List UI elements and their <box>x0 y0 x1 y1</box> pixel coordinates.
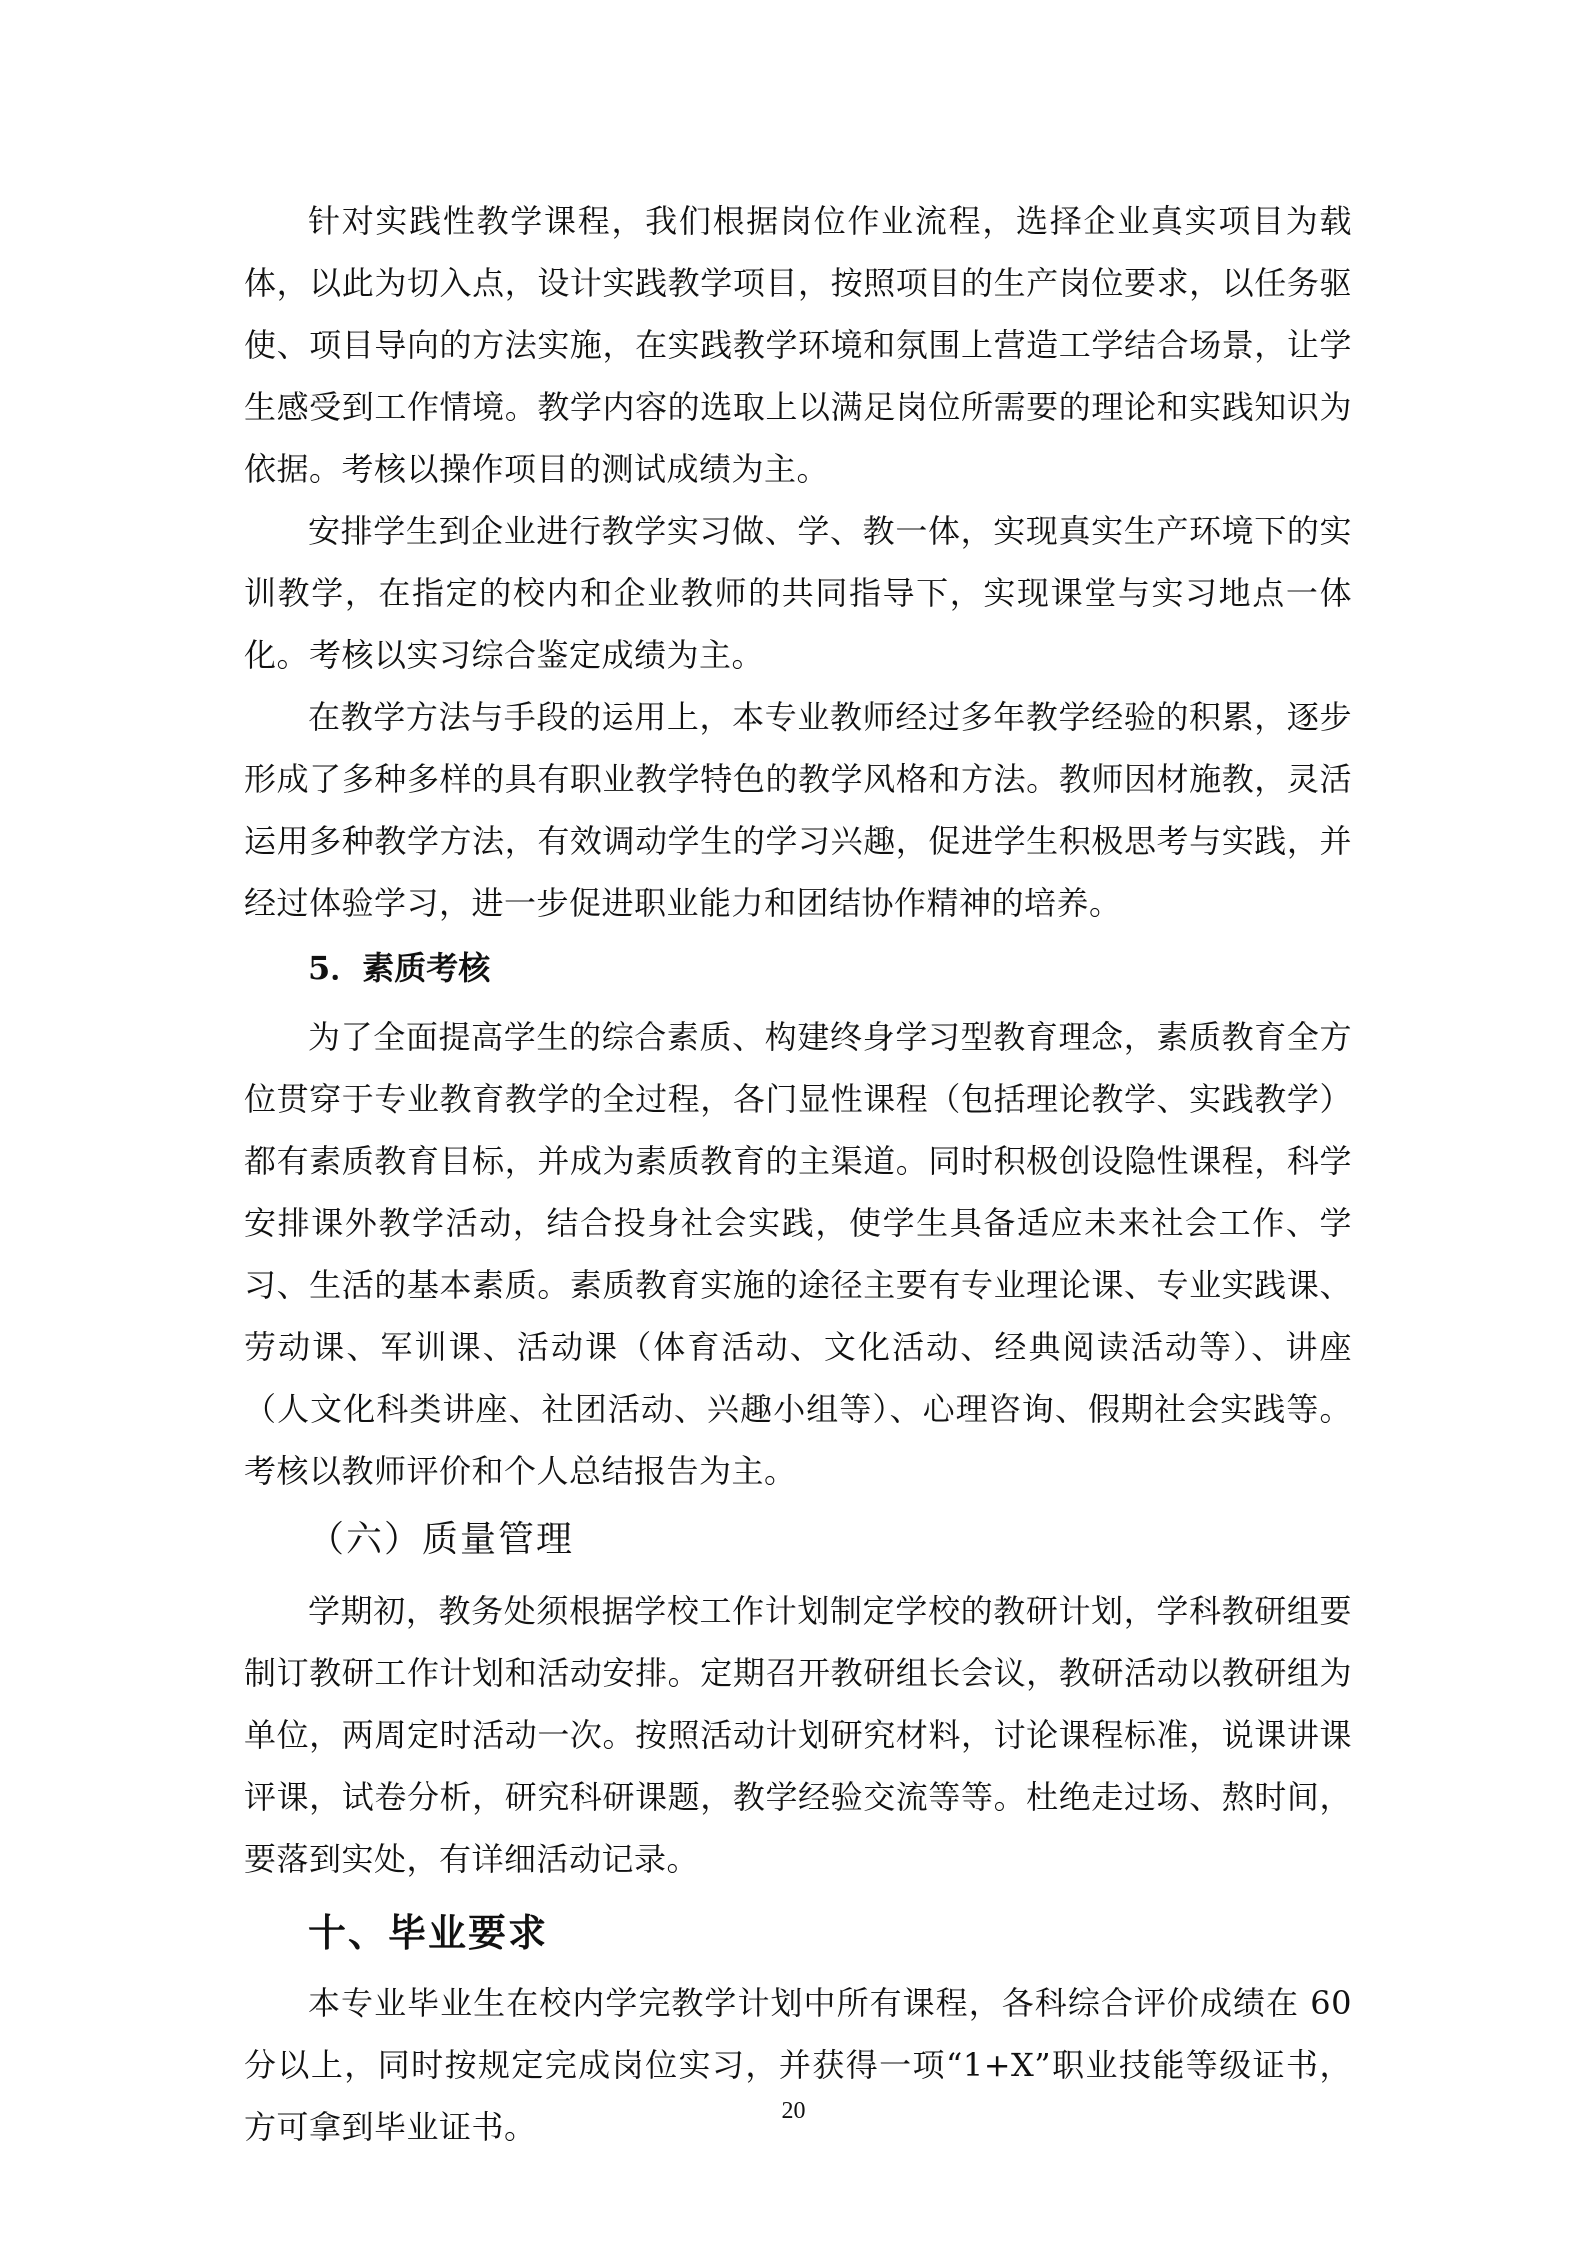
paragraph-teaching-methods: 在教学方法与手段的运用上，本专业教师经过多年教学经验的积累，逐步形成了多种多样的具有职业教学特色的教学风格和方法。教师因材施教，灵活运用多种教学方法，有效调动学生的学习兴趣，促进学生积极思考与实践，并经过体验学习，进一步促进职业能力和团结协作精神的培养。 <box>244 698 1352 922</box>
paragraph-graduation: 本专业毕业生在校内学完教学计划中所有课程，各科综合评价成绩在 60 分以上，同时按规定完成岗位实习，并获得一项“1+X”职业技能等级证书，方可拿到毕业证书。 <box>244 1984 1352 2146</box>
paragraph-practice-courses: 针对实践性教学课程，我们根据岗位作业流程，选择企业真实项目为载体，以此为切入点，设计实践教学项目，按照项目的生产岗位要求，以任务驱使、项目导向的方法实施，在实践教学环境和氛围上营造工学结合场景，让学生感受到工作情境。教学内容的选取上以满足岗位所需要的理论和实践知识为依据。考核以操作项目的测试成绩为主。 <box>244 202 1352 488</box>
page-number: 20 <box>781 2098 806 2124</box>
heading-graduation-requirements: 十、毕业要求 <box>308 1911 549 1955</box>
paragraph-internship: 安排学生到企业进行教学实习做、学、教一体，实现真实生产环境下的实训教学，在指定的校内和企业教师的共同指导下，实现课堂与实习地点一体化。考核以实习综合鉴定成绩为主。 <box>244 512 1352 674</box>
paragraph-teaching-research: 学期初，教务处须根据学校工作计划制定学校的教研计划，学科教研组要制订教研工作计划和活动安排。定期召开教研组长会议，教研活动以教研组为单位，两周定时活动一次。按照活动计划研究材料，讨论课程标准，说课讲课评课，试卷分析，研究科研课题，教学经验交流等等。杜绝走过场、熬时间，要落到实处，有详细活动记录。 <box>244 1592 1352 1878</box>
page-content <box>244 190 1352 2158</box>
heading-quality-management: （六）质量管理 <box>308 1519 575 1560</box>
heading-quality-assessment: 5．素质考核 <box>308 949 491 987</box>
paragraph-quality-education: 为了全面提高学生的综合素质、构建终身学习型教育理念，素质教育全方位贯穿于专业教育教学的全过程，各门显性课程（包括理论教学、实践教学）都有素质教育目标，并成为素质教育的主渠道。同时积极创设隐性课程，科学安排课外教学活动，结合投身社会实践，使学生具备适应未来社会工作、学习、生活的基本素质。素质教育实施的途径主要有专业理论课、专业实践课、劳动课、军训课、活动课（体育活动、文化活动、经典阅读活动等）、讲座（人文化科类讲座、社团活动、兴趣小组等）、心理咨询、假期社会实践等。考核以教师评价和个人总结报告为主。 <box>244 1018 1352 1490</box>
